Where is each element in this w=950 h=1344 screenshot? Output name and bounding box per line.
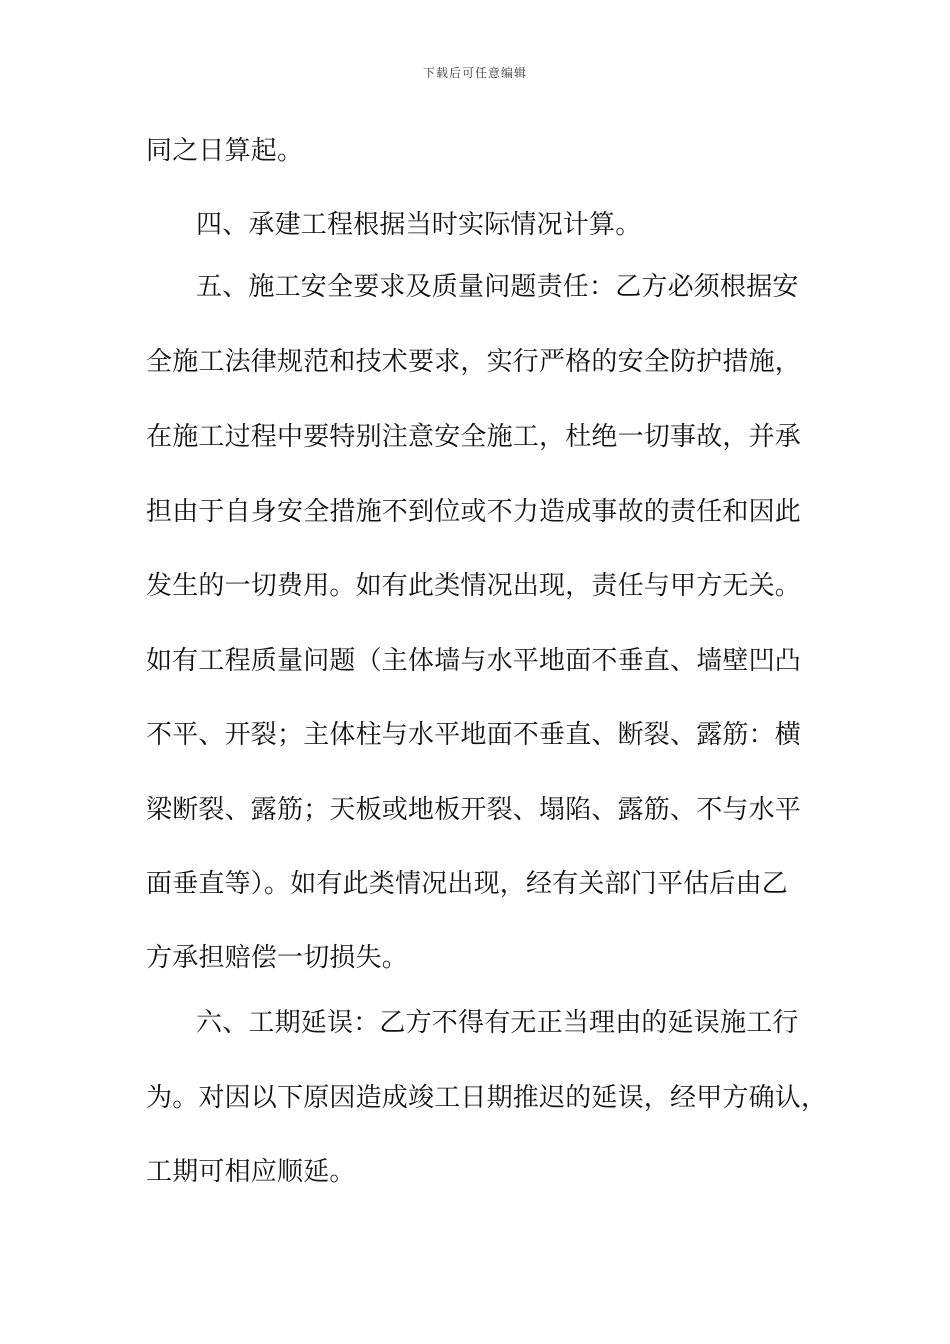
clause-four-line: 四、承建工程根据当时实际情况计算。 [196, 210, 642, 240]
paragraph-line: 梁断裂、露筋；天板或地板开裂、塌陷、露筋、不与水平 [146, 795, 802, 825]
paragraph-line: 担由于自身安全措施不到位或不力造成事故的责任和因此 [146, 497, 802, 527]
paragraph-line: 方承担赔偿一切损失。 [146, 943, 409, 973]
paragraph-line: 在施工过程中要特别注意安全施工，杜绝一切事故，并承 [146, 422, 802, 452]
paragraph-line: 工期可相应顺延。 [146, 1157, 356, 1187]
paragraph-line: 同之日算起。 [146, 136, 304, 166]
page-header: 下载后可任意编辑 [422, 66, 527, 80]
paragraph-line: 不平、开裂；主体柱与水平地面不垂直、断裂、露筋：横 [146, 720, 802, 750]
paragraph-line: 面垂直等）。如有此类情况出现，经有关部门平估后由乙 [146, 869, 789, 899]
paragraph-line: 为。对因以下原因造成竣工日期推迟的延误，经甲方确认， [146, 1083, 828, 1113]
clause-five-line: 五、施工安全要求及质量问题责任：乙方必须根据安 [196, 272, 799, 302]
paragraph-line: 全施工法律规范和技术要求，实行严格的安全防护措施， [146, 347, 802, 377]
paragraph-line: 发生的一切费用。如有此类情况出现，责任与甲方无关。 [146, 571, 802, 601]
paragraph-line: 如有工程质量问题（主体墙与水平地面不垂直、墙壁凹凸 [146, 646, 802, 676]
clause-six-line: 六、工期延误：乙方不得有无正当理由的延误施工行 [196, 1008, 799, 1038]
